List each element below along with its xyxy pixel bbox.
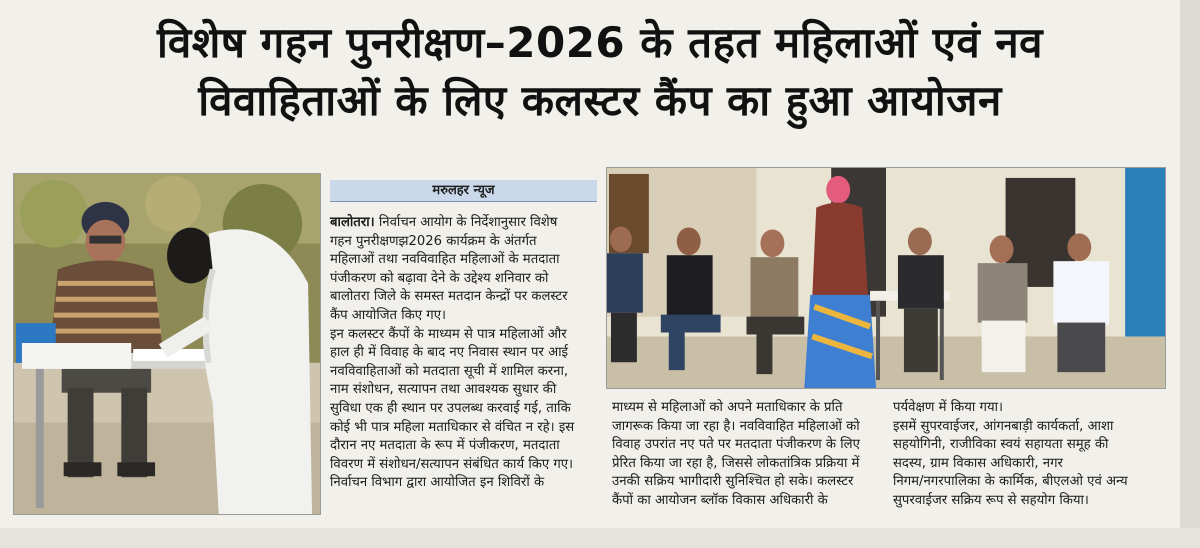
article-line: कैंपों का आयोजन ब्लॉक विकास अधिकारी के — [612, 492, 828, 508]
article-line: इन कलस्टर कैंपों के माध्यम से पात्र महिलाओं और — [330, 326, 567, 342]
article-text: निर्वाचन आयोग के निर्देशानुसार विशेष — [378, 215, 558, 230]
page-edge-bottom — [0, 528, 1200, 548]
article-line: हाल ही में विवाह के बाद नए निवास स्थान पर आई — [330, 345, 569, 361]
article-line: नाम संशोधन, सत्यापन तथा आवश्यक सुधार की — [330, 382, 557, 398]
article-line: निगम/नगरपालिका के कार्मिक, बीएलओ एवं अन्य — [893, 474, 1128, 490]
photo-officials-seated — [606, 167, 1166, 389]
article-line: विवाह उपरांत नए पते पर मतदाता पंजीकरण के लिए — [612, 437, 860, 453]
article-line: सदस्य, ग्राम विकास अधिकारी, नगर — [893, 455, 1063, 471]
article-line: विवरण में संशोधन/सत्यापन संबंधित कार्य किए गए। — [330, 456, 574, 472]
byline: मरुलहर न्यूज — [330, 180, 597, 202]
article-line: सुविधा एक ही स्थान पर उपलब्ध करवाई गई, ताकि — [330, 400, 571, 416]
article-line: सुपरवाईजर सक्रिय रूप से सहयोग किया। — [893, 492, 1089, 508]
article-line: दौरान नए मतदाता के रूप में पंजीकरण, मतदाता — [330, 438, 560, 454]
article-line: पर्यवेक्षण में किया गया। — [893, 400, 1004, 415]
headline-line-2: विवाहिताओं के लिए कलस्टर कैंप का हुआ आयोजन — [198, 76, 1002, 125]
article-line: निर्वाचन विभाग द्वारा आयोजित इन शिविरों के — [330, 475, 545, 491]
page-edge-right — [1180, 0, 1200, 548]
article-line: कोई भी पात्र महिला मताधिकार से वंचित न रहे। इस — [330, 419, 575, 435]
article-line: महिलाओं तथा नवविवाहित महिलाओं के मतदाता — [330, 252, 560, 268]
photo-registration-desk — [13, 173, 321, 515]
article-line: गहन पुनरीक्षणझ2026 कार्यक्रम के अंतर्गत — [330, 233, 537, 249]
article-line: उनकी सक्रिय भागीदारी सुनिश्चित हो सके। कलस्टर — [612, 474, 854, 490]
article-line: बालोतरा जिले के समस्त मतदान केन्द्रों पर कलस्टर — [330, 289, 568, 305]
photo-registration-desk-image — [14, 174, 320, 514]
article-line: इसमें सुपरवाईजर, आंगनबाड़ी कार्यकर्ता, आशा — [893, 418, 1114, 434]
dateline: बालोतरा। — [330, 215, 375, 230]
article-line: पंजीकरण को बढ़ावा देने के उद्देश्य शनिवार को — [330, 270, 549, 286]
article-line: कैंप आयोजित किए गए। — [330, 307, 447, 323]
headline-line-1: विशेष गहन पुनरीक्षण–2026 के तहत महिलाओं एवं नव — [156, 18, 1044, 67]
article-line — [330, 214, 600, 233]
headline — [10, 14, 1190, 130]
article-line: जागरूक किया जा रहा है। नवविवाहित महिलाओं को — [612, 418, 860, 434]
article-column-3 — [893, 399, 1168, 511]
article-line: नवविवाहिताओं को मतदाता सूची में शामिल करना, — [330, 363, 569, 379]
article-column-1 — [330, 214, 600, 493]
article-line: सहयोगिनी, राजीविका स्वयं सहायता समूह की — [893, 437, 1109, 453]
article-column-2 — [612, 399, 877, 511]
article-line: माध्यम से महिलाओं को अपने मताधिकार के प्रति — [612, 400, 843, 415]
photo-officials-seated-image — [607, 168, 1165, 388]
article-line: प्रेरित किया जा रहा है, जिससे लोकतांत्रिक प्रक्रिया में — [612, 455, 860, 471]
